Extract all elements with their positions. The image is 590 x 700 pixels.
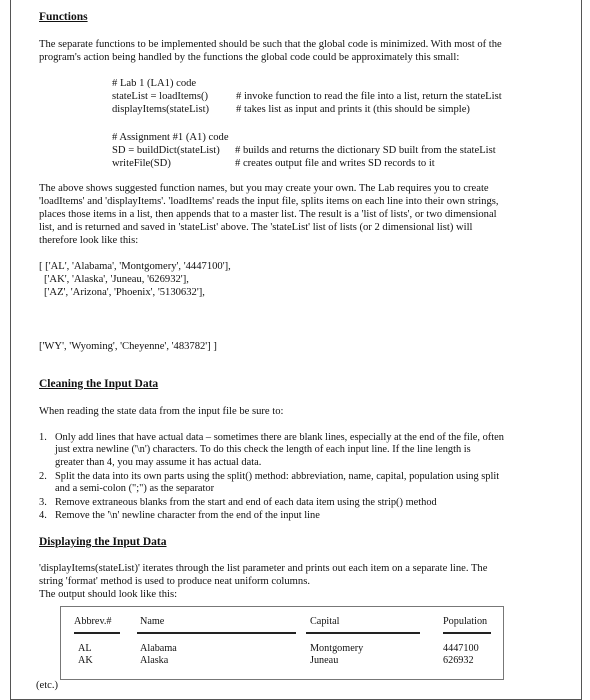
header-underline bbox=[306, 632, 420, 634]
list-item-number: 1. bbox=[39, 432, 47, 443]
list-item-line: Only add lines that have actual data – sometimes there are blank lines, especially at the end of the file, often bbox=[55, 432, 504, 443]
table-cell: 626932 bbox=[443, 655, 474, 666]
code-line: stateList = loadItems() bbox=[112, 91, 208, 102]
code-line: displayItems(stateList) bbox=[112, 104, 210, 115]
paragraph-line: list, and is returned and saved in 'stateList' above. The 'stateList' list of lists (or 2 dimensional list) will bbox=[39, 222, 473, 233]
list-item-number: 2. bbox=[39, 471, 47, 482]
list-item-line: greater than 4, you may assume it has actual data. bbox=[55, 456, 262, 468]
displaying-line: 'displayItems(stateList)' iterates through the list parameter and prints out each item on a separate line. The bbox=[39, 563, 488, 574]
output-table bbox=[60, 606, 504, 680]
list-item-number: 4. bbox=[39, 510, 47, 521]
table-header: Name bbox=[140, 616, 165, 627]
paragraph-line: 'loadItems' and 'displayItems'. 'loadItems' reads the input file, splits items on each line into their own strings, bbox=[39, 196, 499, 207]
table-cell: Alabama bbox=[140, 643, 177, 654]
list-example-line: ['AK', 'Alaska', 'Juneau, '626932'], bbox=[44, 274, 189, 285]
table-cell: Montgomery bbox=[310, 643, 364, 654]
displaying-heading: Displaying the Input Data bbox=[39, 536, 167, 548]
list-example-line: [ ['AL', 'Alabama', 'Montgomery', '4447100'], bbox=[39, 261, 231, 272]
etc-note: (etc.) bbox=[36, 680, 59, 691]
list-example-line: ['AZ', 'Arizona', 'Phoenix', '5130632'], bbox=[44, 287, 205, 298]
cleaning-intro: When reading the state data from the input file be sure to: bbox=[39, 406, 284, 417]
table-cell: 4447100 bbox=[443, 643, 479, 654]
functions-intro-line: program's action being handled by the functions the global code could be approximately this small: bbox=[39, 52, 460, 63]
header-underline bbox=[137, 632, 296, 634]
paragraph-line: therefore look like this: bbox=[39, 235, 139, 246]
code-comment: # invoke function to read the file into a list, return the stateList bbox=[236, 91, 502, 102]
code-line: writeFile(SD) bbox=[112, 158, 171, 169]
table-cell: Juneau bbox=[310, 655, 339, 666]
list-example-line: ['WY', 'Wyoming', 'Cheyenne', '483782'] ] bbox=[39, 341, 217, 352]
functions-heading: Functions bbox=[39, 11, 88, 23]
header-underline bbox=[74, 632, 120, 634]
table-cell: AL bbox=[78, 643, 92, 654]
list-item bbox=[55, 432, 585, 469]
displaying-line: The output should look like this: bbox=[39, 589, 178, 600]
displaying-line: string 'format' method is used to produce neat uniform columns. bbox=[39, 576, 310, 587]
table-cell: Alaska bbox=[140, 655, 169, 666]
list-item bbox=[55, 471, 585, 496]
list-item-line: Split the data into its own parts using the split() method: abbreviation, name, capital, population using split bbox=[55, 471, 500, 482]
code-comment: # builds and returns the dictionary SD built from the stateList bbox=[235, 145, 496, 156]
list-item: Remove extraneous blanks from the start and end of each data item using the strip() method bbox=[55, 497, 437, 508]
list-item: Remove the '\n' newline character from the end of the input line bbox=[55, 510, 320, 521]
code-line: # Lab 1 (LA1) code bbox=[112, 78, 197, 89]
list-item-number: 3. bbox=[39, 497, 47, 508]
table-header: Population bbox=[443, 616, 488, 627]
code-line: SD = buildDict(stateList) bbox=[112, 145, 220, 156]
paragraph-line: places those items in a list, then appends that to a master list. The result is a 'list of lists', or two dimensional bbox=[39, 209, 497, 220]
header-underline bbox=[443, 632, 491, 634]
list-item-line: and a semi-colon (";") as the separator bbox=[55, 483, 215, 495]
list-item-line: just extra newline ('\n') characters. To do this check the length of each input line. If the line length is bbox=[55, 444, 471, 456]
code-comment: # creates output file and writes SD records to it bbox=[235, 158, 435, 169]
table-header: Capital bbox=[310, 616, 340, 627]
paragraph-line: The above shows suggested function names, but you may create your own. The Lab requires you to create bbox=[39, 183, 489, 194]
code-comment: # takes list as input and prints it (this should be simple) bbox=[236, 104, 470, 115]
table-header: Abbrev.# bbox=[74, 616, 112, 627]
code-line: # Assignment #1 (A1) code bbox=[112, 132, 229, 143]
functions-intro-line: The separate functions to be implemented should be such that the global code is minimized. With most of the bbox=[39, 39, 502, 50]
table-cell: AK bbox=[78, 655, 93, 666]
cleaning-heading: Cleaning the Input Data bbox=[39, 378, 159, 390]
